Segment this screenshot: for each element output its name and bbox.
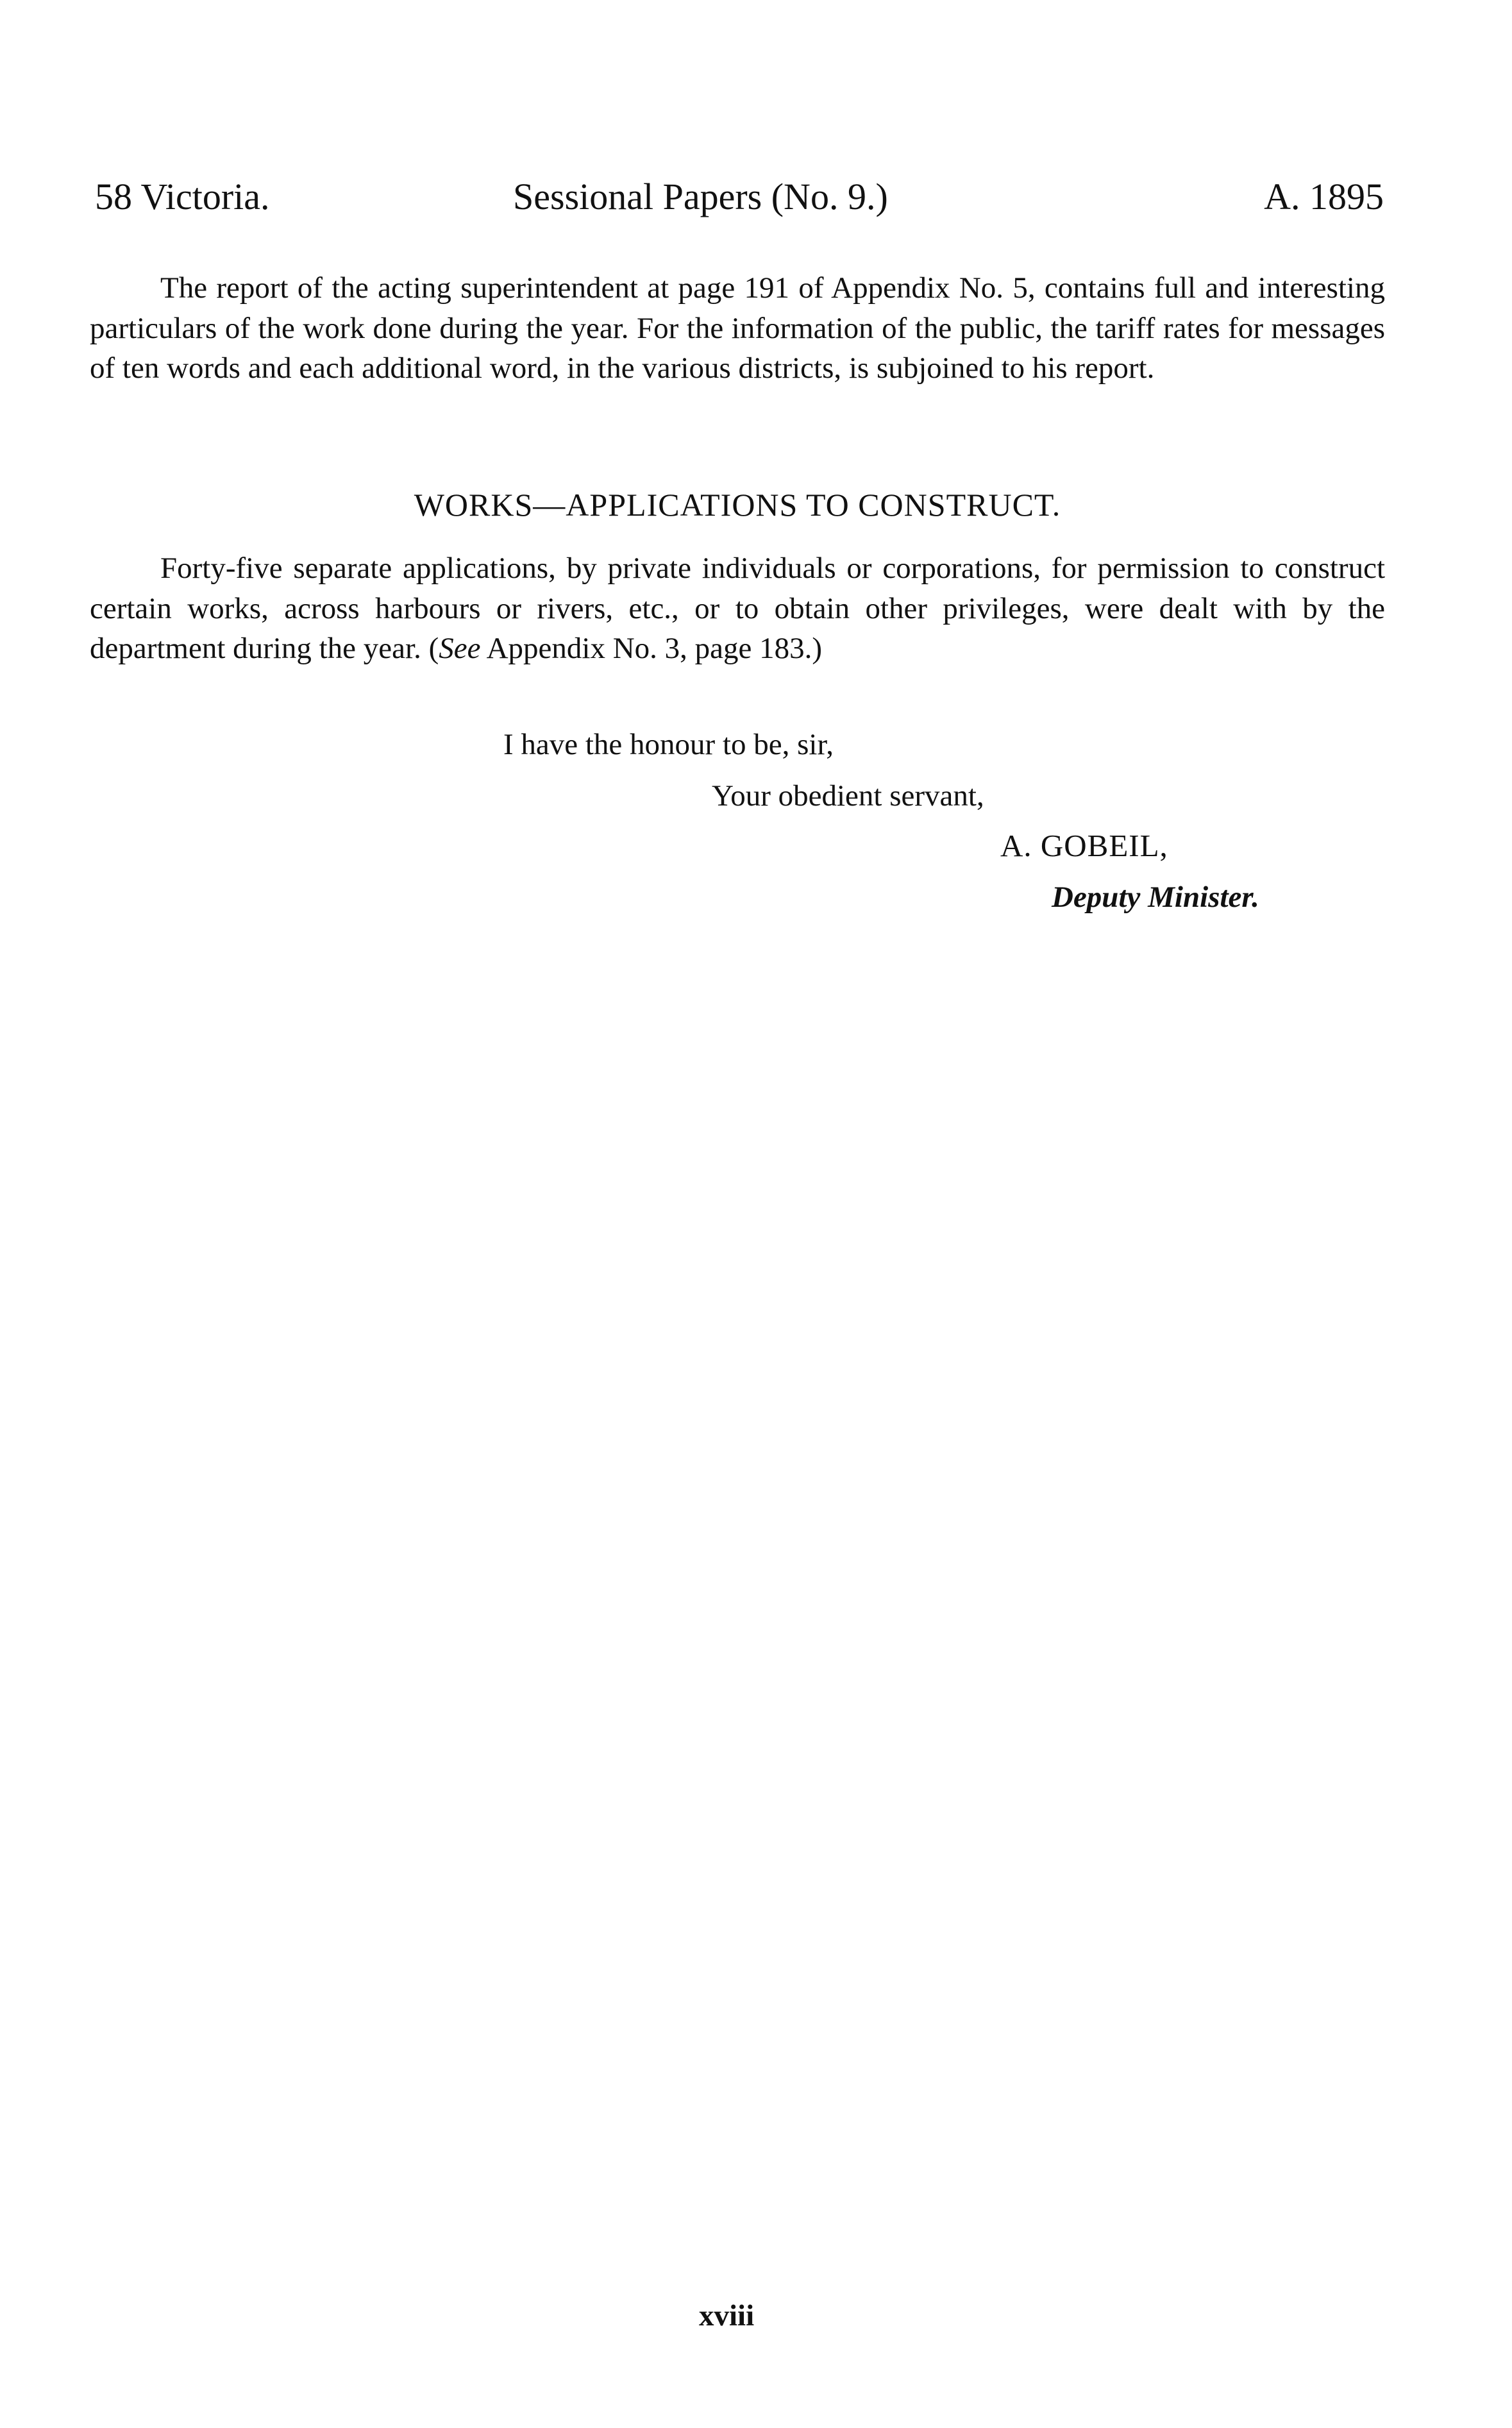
page-header [95,168,1384,226]
closing-servant: Your obedient servant, [712,779,984,813]
page-number: xviii [699,2299,755,2332]
header-title: Sessional Papers (No. 9.) [513,176,888,217]
signature-name: A. GOBEIL, [1000,828,1168,863]
header-volume: 58 Victoria. [95,176,270,217]
paragraph-report: The report of the acting superintendent at page 191 of Appendix No. 5, contains full and interesting particulars of the work done during the year. For the information of the public, the tariff rates for messages of ten words and each additional word, in the various districts, is subjoined to his report. [90,271,1385,385]
paragraph-applications [90,548,1385,669]
paragraph-applications-see: See [439,632,481,665]
header-year: A. 1895 [1264,176,1384,217]
paragraph-applications-reference: Appendix No. 3, page 183.) [480,632,823,665]
section-heading: WORKS—APPLICATIONS TO CONSTRUCT. [414,487,1061,523]
paragraph-applications-text: Forty-five separate applications, by private individuals or corporations, for permission to construct certain works, across harbours or rivers, etc., or to obtain other privileges, were dealt with by the department during the year. ( [90,552,1385,665]
signature-title: Deputy Minister. [1052,881,1259,914]
closing-honour: I have the honour to be, sir, [503,728,834,761]
